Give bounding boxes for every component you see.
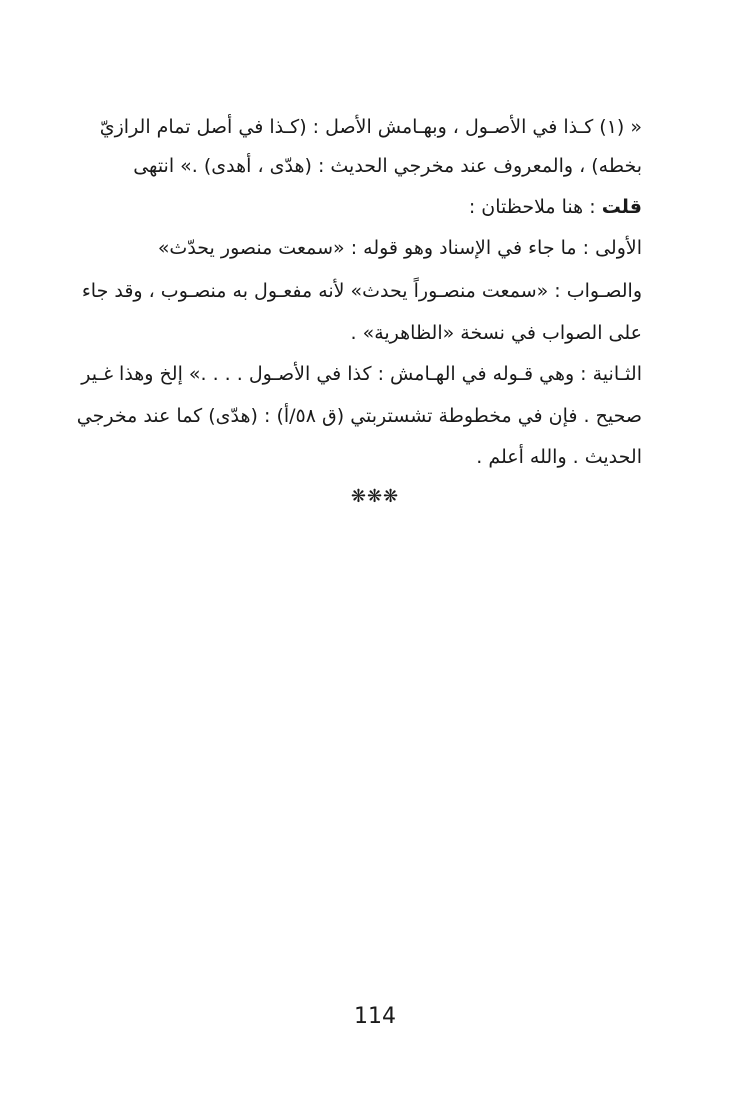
footnote-line-1: « (١) كـذا في الأصـول ، وبهـامش الأصل : (كـذا في أصل تمام الرازيّ [99,116,642,138]
first-note-line-1: الأولى : ما جاء في الإسناد وهو قوله : «سمعت منصور يحدّث» [157,237,642,259]
first-note-line-3: على الصواب في نسخة «الظاهرية» . [350,322,642,344]
section-separator: ❋❋❋ [350,486,400,507]
second-note-line-2: صحيح . فإن في مخطوطة تشستربتي (ق ٥٨/أ) : (هدّى) كما عند مخرجي [76,405,642,427]
remarks-intro: : هنا ملاحظتان : [468,196,596,218]
remarks-heading [114,192,642,222]
second-note-line-1: الثـانية : وهي قـوله في الهـامش : كذا في الأصـول . . . .» إلخ وهذا غـير [81,363,642,385]
second-note-line-3: الحديث . والله أعلم . [476,446,642,468]
footnote-line-2: بخطه) ، والمعروف عند مخرجي الحديث : (هدّى ، أهدى) .» انتهى [133,155,642,177]
first-note-line-2: والصـواب : «سمعت منصـوراً يحدث» لأنه مفعـول به منصـوب ، وقد جاء [81,280,642,302]
remarks-label: قلت [601,196,642,218]
page-number: 114 [354,1004,396,1029]
